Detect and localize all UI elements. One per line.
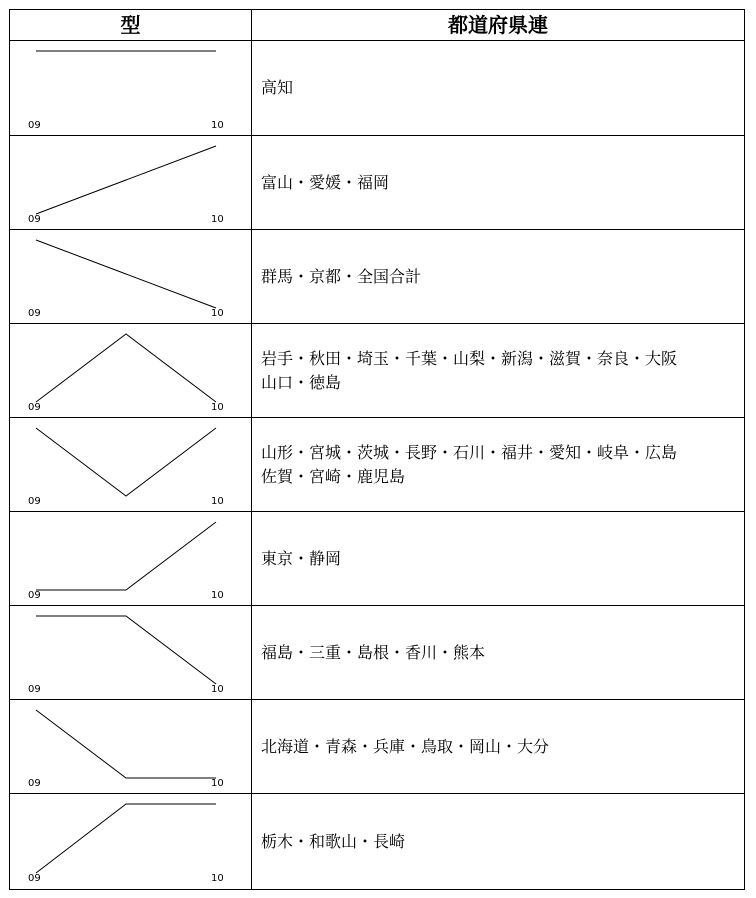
trend-line [36,522,216,590]
prefecture-list [252,830,405,854]
table-row [10,794,744,889]
axis-end-label: 10 [211,402,224,413]
prefecture-line: 富山・愛媛・福岡 [261,172,390,192]
prefecture-line: 東京・静岡 [261,548,342,568]
axis-start-label: 09 [28,873,41,884]
trend-type-table [9,9,745,890]
axis-start-label: 09 [28,308,41,319]
prefecture-cell [252,324,744,417]
prefecture-line: 北海道・青森・兵庫・鳥取・岡山・大分 [261,736,550,756]
table-row [10,230,744,324]
table-header [10,10,744,41]
axis-end-label: 10 [211,778,224,789]
prefecture-line: 群馬・京都・全国合計 [261,266,422,286]
prefecture-line: 佐賀・宮崎・鹿児島 [261,466,406,486]
axis-end-label: 10 [211,120,224,131]
prefecture-cell [252,41,744,135]
prefecture-list [252,265,421,289]
trend-type-cell [10,136,251,229]
prefecture-list [252,441,677,489]
trend-line [36,710,216,778]
trend-line [36,334,216,402]
prefecture-line: 山口・徳島 [261,372,342,392]
prefecture-line: 栃木・和歌山・長崎 [261,831,406,851]
trend-type-cell [10,512,251,605]
trend-type-cell [10,700,251,793]
prefecture-cell [252,512,744,605]
axis-end-label: 10 [211,684,224,695]
trend-type-cell [10,41,251,135]
table-row [10,512,744,606]
prefecture-list [252,641,485,665]
prefecture-line: 福島・三重・島根・香川・熊本 [261,642,486,662]
trend-line [36,146,216,214]
axis-start-label: 09 [28,496,41,507]
table-row [10,324,744,418]
trend-line [36,616,216,684]
axis-start-label: 09 [28,590,41,601]
prefecture-list [252,735,549,759]
prefecture-cell [252,606,744,699]
trend-line [36,804,216,873]
prefecture-column-header: 都道府県連 [448,13,548,37]
prefecture-list [252,76,293,100]
trend-line [36,240,216,308]
type-column-header: 型 [120,13,141,37]
trend-type-cell [10,324,251,417]
prefecture-cell [252,700,744,793]
prefecture-cell [252,136,744,229]
axis-start-label: 09 [28,120,41,131]
table-row [10,136,744,230]
axis-start-label: 09 [28,214,41,225]
prefecture-cell [252,794,744,889]
prefecture-line: 山形・宮城・茨城・長野・石川・福井・愛知・岐阜・広島 [261,442,678,462]
prefecture-list [252,347,677,395]
trend-type-cell [10,418,251,511]
table-row [10,41,744,136]
table-row [10,606,744,700]
axis-end-label: 10 [211,496,224,507]
trend-type-cell [10,230,251,323]
prefecture-cell [252,418,744,511]
trend-type-cell [10,606,251,699]
axis-end-label: 10 [211,308,224,319]
axis-start-label: 09 [28,402,41,413]
axis-start-label: 09 [28,684,41,695]
prefecture-line: 高知 [261,78,294,97]
axis-end-label: 10 [211,590,224,601]
table-row [10,700,744,794]
trend-type-cell [10,794,251,889]
prefecture-cell [252,230,744,323]
axis-end-label: 10 [211,214,224,225]
axis-start-label: 09 [28,778,41,789]
prefecture-list [252,171,389,195]
prefecture-line: 岩手・秋田・埼玉・千葉・山梨・新潟・滋賀・奈良・大阪 [261,348,678,368]
prefecture-list [252,547,341,571]
table-row [10,418,744,512]
trend-line [36,428,216,496]
axis-end-label: 10 [211,873,224,884]
